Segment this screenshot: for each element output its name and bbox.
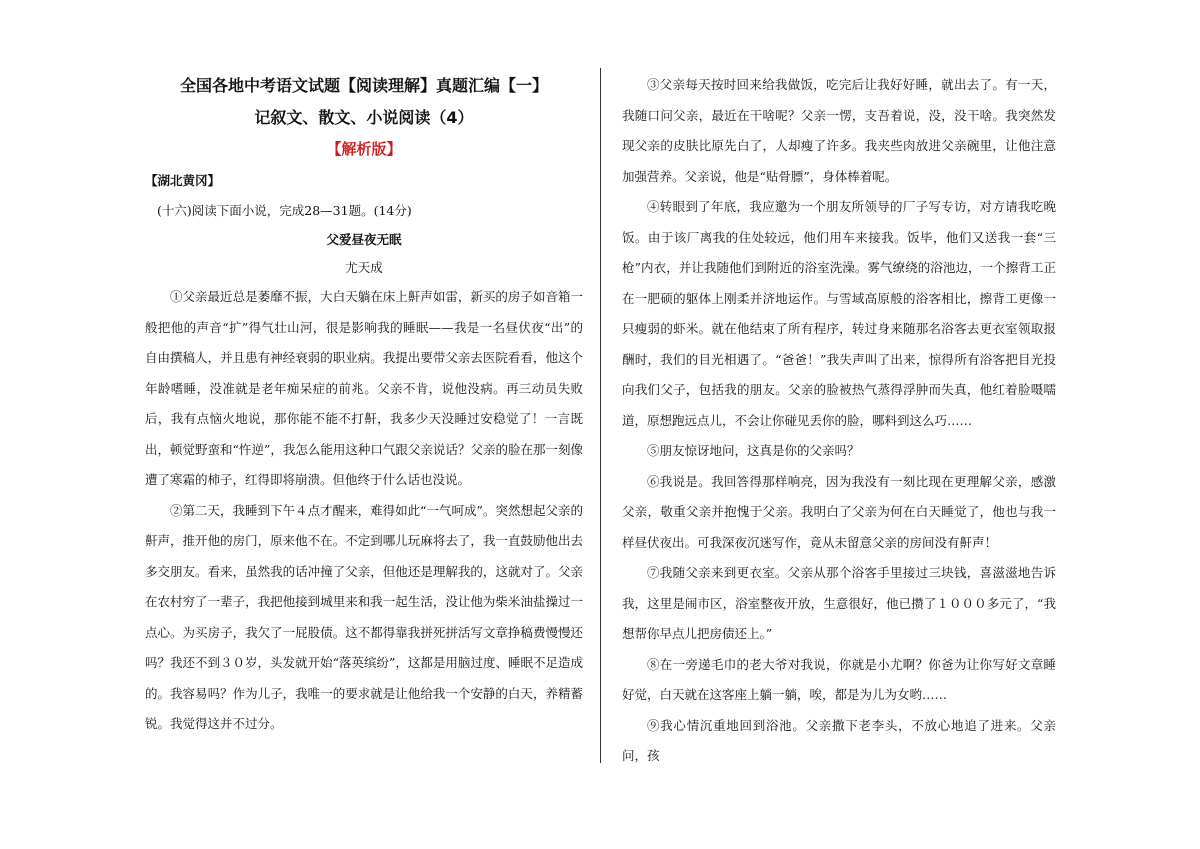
paragraph-9: ⑨我心情沉重地回到浴池。父亲撒下老李头，不放心地追了进来。父亲问，孩 bbox=[622, 717, 1056, 763]
story-author: 尤天成 bbox=[345, 260, 383, 275]
region-label: 【湖北黄冈】 bbox=[145, 173, 221, 188]
column-divider bbox=[600, 68, 601, 763]
paragraph-3: ③父亲每天按时回来给我做饭，吃完后让我好好睡，就出去了。有一天，我随口问父亲，最近在干啥呢？父亲一愣，支吾着说，没，没干啥。我突然发现父亲的皮肤比原先白了，人却瘦了许多。我夹些肉放进父亲碗里，让他注意加强营养。父亲说，他是“贴骨膘”，身体棒着呢。 bbox=[622, 77, 1056, 184]
edition-label: 【解析版】 bbox=[326, 140, 402, 158]
paragraph-8: ⑧在一旁递毛巾的老大爷对我说，你就是小尤啊？你爸为让你写好文章睡好觉，白天就在这客座上躺一躺，唉，都是为儿为女哟…… bbox=[622, 656, 1056, 702]
document-title-line1: 全国各地中考语文试题【阅读理解】真题汇编【一】 bbox=[179, 76, 548, 95]
left-column bbox=[145, 70, 583, 740]
document-title-line2: 记叙文、散文、小说阅读（4） bbox=[254, 108, 474, 127]
paragraph-6: ⑥我说是。我回答得那样响亮，因为我没有一刻比现在更理解父亲，感激父亲，敬重父亲并抱愧于父亲。我明白了父亲为何在白天睡觉了，他也与我一样昼伏夜出。可我深夜沉迷写作，竟从未留意父亲的房间没有鼾声！ bbox=[622, 473, 1056, 550]
question-instruction: (十六)阅读下面小说，完成28—31题。(14分) bbox=[157, 203, 412, 218]
paragraph-5: ⑤朋友惊讶地问，这真是你的父亲吗？ bbox=[647, 443, 860, 458]
story-title: 父爱昼夜无眠 bbox=[326, 232, 402, 247]
paragraph-1: ①父亲最近总是萎靡不振，大白天躺在床上鼾声如雷，新买的房子如音箱一般把他的声音“扩”得气壮山河，很是影响我的睡眠——我是一名昼伏夜“出”的自由撰稿人，并且患有神经衰弱的职业病。我提出要带父亲去医院看看，他这个年龄嗜睡，没准就是老年痴呆症的前兆。父亲不肯，说他没病。再三动员失败后，我有点恼火地说，那你能不能不打鼾，我多少天没睡过安稳觉了！一言既出，顿觉野蛮和“忤逆”，我怎么能用这种口气跟父亲说话？父亲的脸在那一刻像遭了寒霜的柿子，红得即将崩溃。但他终于什么话也没说。 bbox=[145, 289, 583, 487]
paragraph-4: ④转眼到了年底，我应邀为一个朋友所领导的厂子写专访，对方请我吃晚饭。由于该厂离我的住处较远，他们用车来接我。饭毕，他们又送我一套“三枪”内衣，并让我随他们到附近的浴室洗澡。雾气缭绕的浴池边，一个擦背工正在一肥硕的躯体上刚柔并济地运作。与雪域高原般的浴客相比，擦背工更像一只瘦弱的虾米。就在他结束了所有程序，转过身来随那名浴客去更衣室领取报酬时，我们的目光相遇了。“爸爸！”我失声叫了出来，惊得所有浴客把目光投向我们父子，包括我的朋友。父亲的脸被热气蒸得浮肿而失真，他红着脸嗫嚅道，原想跑远点儿，不会让你碰见丢你的脸，哪料到这么巧…… bbox=[622, 199, 1056, 428]
paragraph-7: ⑦我随父亲来到更衣室。父亲从那个浴客手里接过三块钱，喜滋滋地告诉我，这里是闹市区，浴室整夜开放，生意很好，他已攒了１０００多元了，“我想帮你早点儿把房债还上。” bbox=[622, 565, 1056, 641]
paragraph-2: ②第二天，我睡到下午４点才醒来，难得如此“一气呵成”。突然想起父亲的鼾声，推开他的房门，原来他不在。不定到哪儿玩麻将去了，我一直鼓励他出去多交朋友。看来，虽然我的话冲撞了父亲，但他还是理解我的，这就对了。父亲在农村穷了一辈子，我把他接到城里来和我一起生活，没让他为柴米油盐操过一点心。为买房子，我欠了一屁股债。这不都得靠我拼死拼活写文章挣稿费慢慢还吗？我还不到３０岁，头发就开始“落英缤纷”，这都是用脑过度、睡眠不足造成的。我容易吗？作为儿子，我唯一的要求就是让他给我一个安静的白天，养精蓄锐。我觉得这并不过分。 bbox=[145, 502, 583, 731]
right-column bbox=[622, 70, 1056, 772]
